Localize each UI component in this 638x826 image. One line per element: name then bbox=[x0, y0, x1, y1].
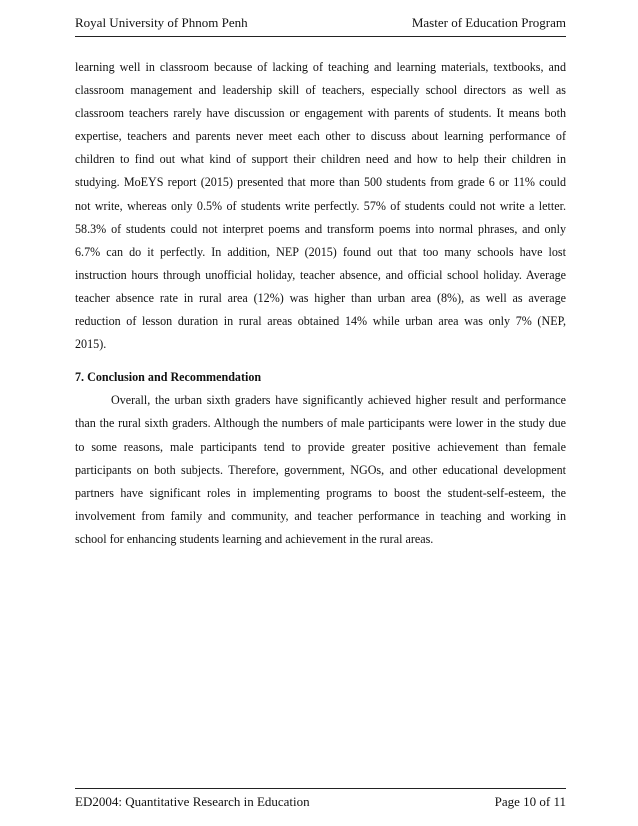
text-line: children to find out what kind of support their children need and how to help their children in bbox=[75, 152, 566, 167]
text-line: participants on both subjects. Therefore, government, NGOs, and other educational development bbox=[75, 462, 566, 477]
text-line: school for enhancing students learning and achievement in the rural areas. bbox=[75, 531, 434, 546]
text-line: not write, whereas only 0.5% of students write perfectly. 57% of students could not write a letter. bbox=[75, 198, 566, 213]
page-footer bbox=[75, 788, 566, 811]
body-paragraph-1 bbox=[75, 56, 566, 356]
footer-course: ED2004: Quantitative Research in Education bbox=[75, 794, 310, 809]
section-heading: 7. Conclusion and Recommendation bbox=[75, 370, 262, 385]
text-line: learning well in classroom because of lacking of teaching and learning materials, textbooks, and bbox=[75, 60, 566, 74]
text-line: studying. MoEYS report (2015) presented that more than 500 students from grade 6 or 11% could bbox=[75, 175, 566, 190]
page-content bbox=[75, 56, 566, 551]
text-line: than the rural sixth graders. Although the numbers of male participants were lower in the study due bbox=[75, 416, 566, 431]
text-line: reduction of lesson duration in rural areas obtained 14% while urban area was only 7% (NEP, bbox=[75, 314, 566, 329]
text-line: 58.3% of students could not interpret poems and transform poems into normal phrases, and only bbox=[75, 221, 566, 236]
page-header bbox=[75, 14, 566, 37]
text-line: to some reasons, male participants tend to provide greater positive achievement than female bbox=[75, 439, 566, 454]
text-line: 2015). bbox=[75, 337, 107, 352]
header-institution: Royal University of Phnom Penh bbox=[75, 15, 248, 30]
text-line: instruction hours through unofficial holiday, teacher absence, and official school holiday. Average bbox=[75, 267, 566, 282]
header-program: Master of Education Program bbox=[411, 15, 566, 30]
text-line: classroom management and leadership skill of teachers, especially school directors as well as bbox=[75, 83, 566, 98]
body-paragraph-2 bbox=[75, 389, 566, 551]
text-line: 6.7% can do it perfectly. In addition, NEP (2015) found out that too many schools have lost bbox=[75, 244, 566, 259]
text-line: partners have significant roles in implementing programs to boost the student-self-esteem, the bbox=[75, 485, 566, 500]
text-line: involvement from family and community, and teacher performance in teaching and working in bbox=[75, 508, 566, 523]
footer-page-number: Page 10 of 11 bbox=[494, 794, 566, 809]
text-line: expertise, teachers and parents never meet each other to discuss about learning performance of bbox=[75, 129, 566, 144]
text-line: classroom teachers rarely have discussion or engagement with parents of students. It means both bbox=[75, 106, 566, 121]
text-line: Overall, the urban sixth graders have significantly achieved higher result and performance bbox=[111, 393, 566, 408]
text-line: teacher absence rate in rural area (12%) was higher than urban area (8%), as well as average bbox=[75, 290, 566, 305]
